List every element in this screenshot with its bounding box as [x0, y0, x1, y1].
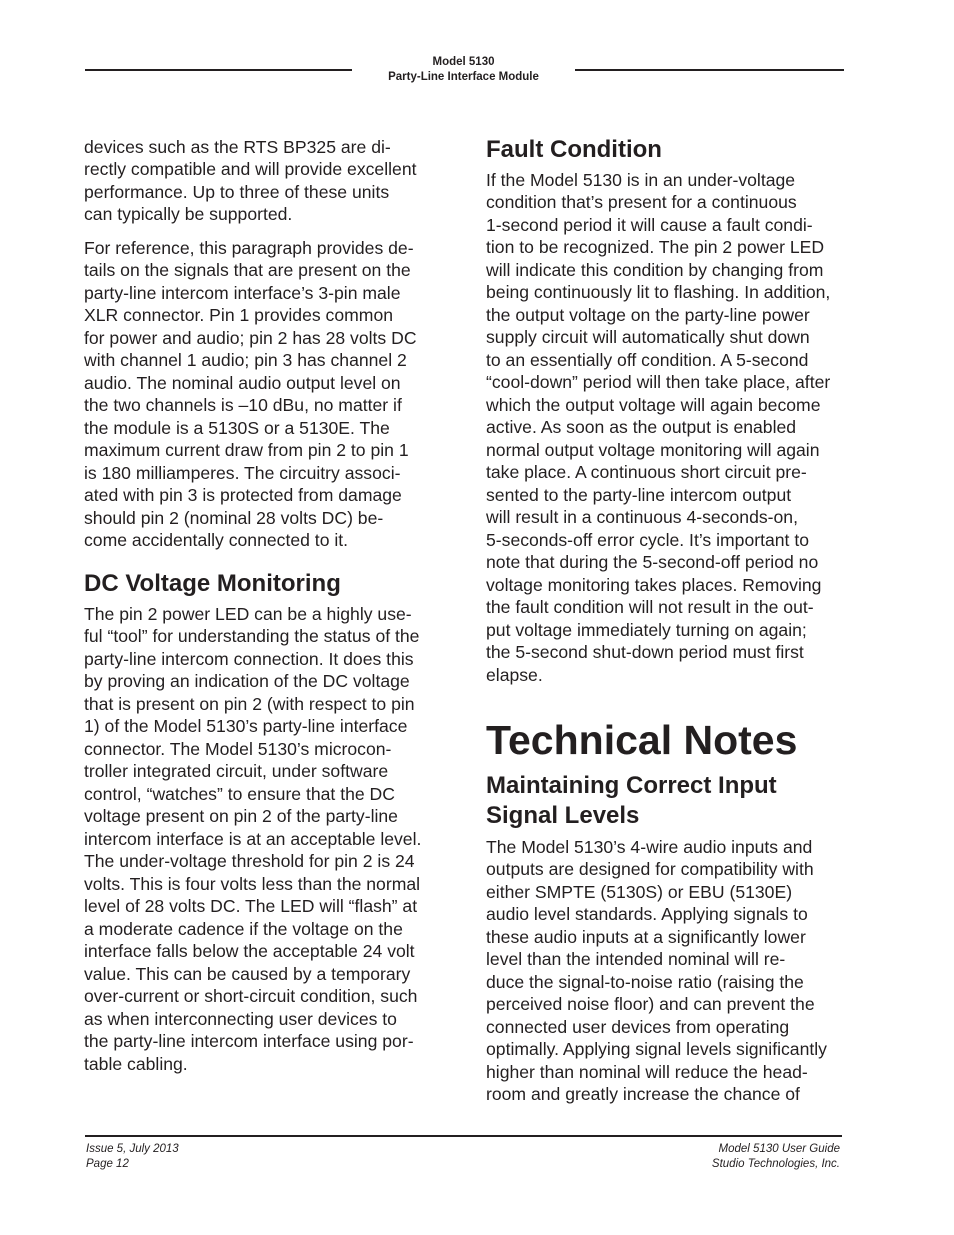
text-line: put voltage immediately turning on again;: [486, 620, 807, 640]
text-line: connector. The Model 5130’s microcon-: [84, 739, 392, 759]
text-line: the module is a 5130S or a 5130E. The: [84, 418, 390, 438]
heading-line: Signal Levels: [486, 802, 640, 829]
text-line: For reference, this paragraph provides de-: [84, 238, 414, 258]
text-line: is 180 milliamperes. The circuitry associ-: [84, 463, 401, 483]
text-line: supply circuit will automatically shut down: [486, 327, 810, 347]
heading-line: Maintaining Correct Input: [486, 772, 777, 799]
text-line: optimally. Applying signal levels significantly: [486, 1039, 827, 1059]
text-line: these audio inputs at a significantly lower: [486, 927, 806, 947]
footer-issue: Issue 5, July 2013: [86, 1143, 179, 1155]
text-line: value. This can be caused by a temporary: [84, 964, 411, 984]
text-line: voltage present on pin 2 of the party-line: [84, 806, 398, 826]
header-rule-left: [85, 69, 352, 71]
footer-rule: [85, 1135, 842, 1137]
text-line: outputs are designed for compatibility with: [486, 859, 814, 879]
text-line: table cabling.: [84, 1054, 188, 1074]
text-line: The pin 2 power LED can be a highly use-: [84, 604, 412, 624]
text-line: performance. Up to three of these units: [84, 182, 390, 202]
text-line: should pin 2 (nominal 28 volts DC) be-: [84, 508, 384, 528]
text-line: tails on the signals that are present on the: [84, 260, 411, 280]
text-line: maximum current draw from pin 2 to pin 1: [84, 440, 409, 460]
text-line: either SMPTE (5130S) or EBU (5130E): [486, 882, 793, 902]
header-model: Model 5130: [432, 56, 495, 68]
text-line: perceived noise floor) and can prevent the: [486, 994, 815, 1014]
text-line: a moderate cadence if the voltage on the: [84, 919, 403, 939]
text-line: the 5-second shut-down period must first: [486, 642, 804, 662]
running-header: [352, 55, 575, 85]
text-line: with channel 1 audio; pin 3 has channel 2: [84, 350, 407, 370]
text-line: over-current or short-circuit condition, such: [84, 986, 418, 1006]
text-line: party-line intercom interface’s 3-pin male: [84, 283, 401, 303]
heading-fault-condition: Fault Condition: [486, 136, 662, 163]
text-line: level than the intended nominal will re-: [486, 949, 786, 969]
text-line: the two channels is –10 dBu, no matter if: [84, 395, 402, 415]
text-line: higher than nominal will reduce the head-: [486, 1062, 808, 1082]
text-line: being continuously lit to flashing. In addition,: [486, 282, 831, 302]
text-line: control, “watches” to ensure that the DC: [84, 784, 395, 804]
text-line: can typically be supported.: [84, 204, 293, 224]
text-line: note that during the 5-second-off period no: [486, 552, 819, 572]
footer-page-number: Page 12: [86, 1158, 129, 1170]
footer-company: Studio Technologies, Inc.: [711, 1158, 840, 1170]
text-line: sented to the party-line intercom output: [486, 485, 792, 505]
text-line: elapse.: [486, 665, 543, 685]
text-line: will indicate this condition by changing from: [486, 260, 824, 280]
header-rule-right: [575, 69, 844, 71]
text-line: which the output voltage will again become: [486, 395, 821, 415]
text-line: the fault condition will not result in the out-: [486, 597, 814, 617]
footer-left: [86, 1142, 179, 1172]
text-line: troller integrated circuit, under software: [84, 761, 389, 781]
text-line: devices such as the RTS BP325 are di-: [84, 137, 391, 157]
text-line: voltage monitoring takes places. Removing: [486, 575, 822, 595]
footer-guide-title: Model 5130 User Guide: [718, 1143, 840, 1155]
text-line: for power and audio; pin 2 has 28 volts DC: [84, 328, 417, 348]
text-line: If the Model 5130 is in an under-voltage: [486, 170, 796, 190]
text-line: party-line intercom connection. It does this: [84, 649, 414, 669]
heading-dc-voltage-monitoring: DC Voltage Monitoring: [84, 570, 341, 597]
text-line: condition that’s present for a continuous: [486, 192, 797, 212]
text-line: active. As soon as the output is enabled: [486, 417, 797, 437]
text-line: will result in a continuous 4-seconds-on,: [486, 507, 798, 527]
text-line: the output voltage on the party-line power: [486, 305, 810, 325]
text-line: the party-line intercom interface using por-: [84, 1031, 414, 1051]
text-line: audio. The nominal audio output level on: [84, 373, 401, 393]
text-line: audio level standards. Applying signals to: [486, 904, 808, 924]
text-line: The Model 5130’s 4-wire audio inputs and: [486, 837, 813, 857]
heading-technical-notes: Technical Notes: [486, 717, 798, 763]
text-line: as when interconnecting user devices to: [84, 1009, 397, 1029]
text-line: that is present on pin 2 (with respect to pin: [84, 694, 415, 714]
text-line: volts. This is four volts less than the normal: [84, 874, 421, 894]
text-line: come accidentally connected to it.: [84, 530, 349, 550]
text-line: XLR connector. Pin 1 provides common: [84, 305, 394, 325]
footer-right: [712, 1142, 840, 1172]
text-line: ful “tool” for understanding the status of the: [84, 626, 420, 646]
text-line: level of 28 volts DC. The LED will “flash” at: [84, 896, 418, 916]
text-line: to an essentially off condition. A 5-second: [486, 350, 809, 370]
text-line: “cool-down” period will then take place, after: [486, 372, 831, 392]
text-line: ated with pin 3 is protected from damage: [84, 485, 402, 505]
text-line: tion to be recognized. The pin 2 power LED: [486, 237, 825, 257]
text-line: take place. A continuous short circuit pre-: [486, 462, 807, 482]
text-line: 5-seconds-off error cycle. It’s important to: [486, 530, 810, 550]
text-line: connected user devices from operating: [486, 1017, 790, 1037]
text-line: rectly compatible and will provide excellent: [84, 159, 417, 179]
text-line: interface falls below the acceptable 24 volt: [84, 941, 415, 961]
text-line: duce the signal-to-noise ratio (raising the: [486, 972, 804, 992]
text-line: intercom interface is at an acceptable level.: [84, 829, 422, 849]
text-line: by proving an indication of the DC voltage: [84, 671, 410, 691]
text-line: The under-voltage threshold for pin 2 is 24: [84, 851, 415, 871]
text-line: 1-second period it will cause a fault condi-: [486, 215, 813, 235]
header-product: Party-Line Interface Module: [388, 71, 539, 83]
text-line: room and greatly increase the chance of: [486, 1084, 800, 1104]
text-line: 1) of the Model 5130’s party-line interface: [84, 716, 408, 736]
text-line: normal output voltage monitoring will again: [486, 440, 820, 460]
